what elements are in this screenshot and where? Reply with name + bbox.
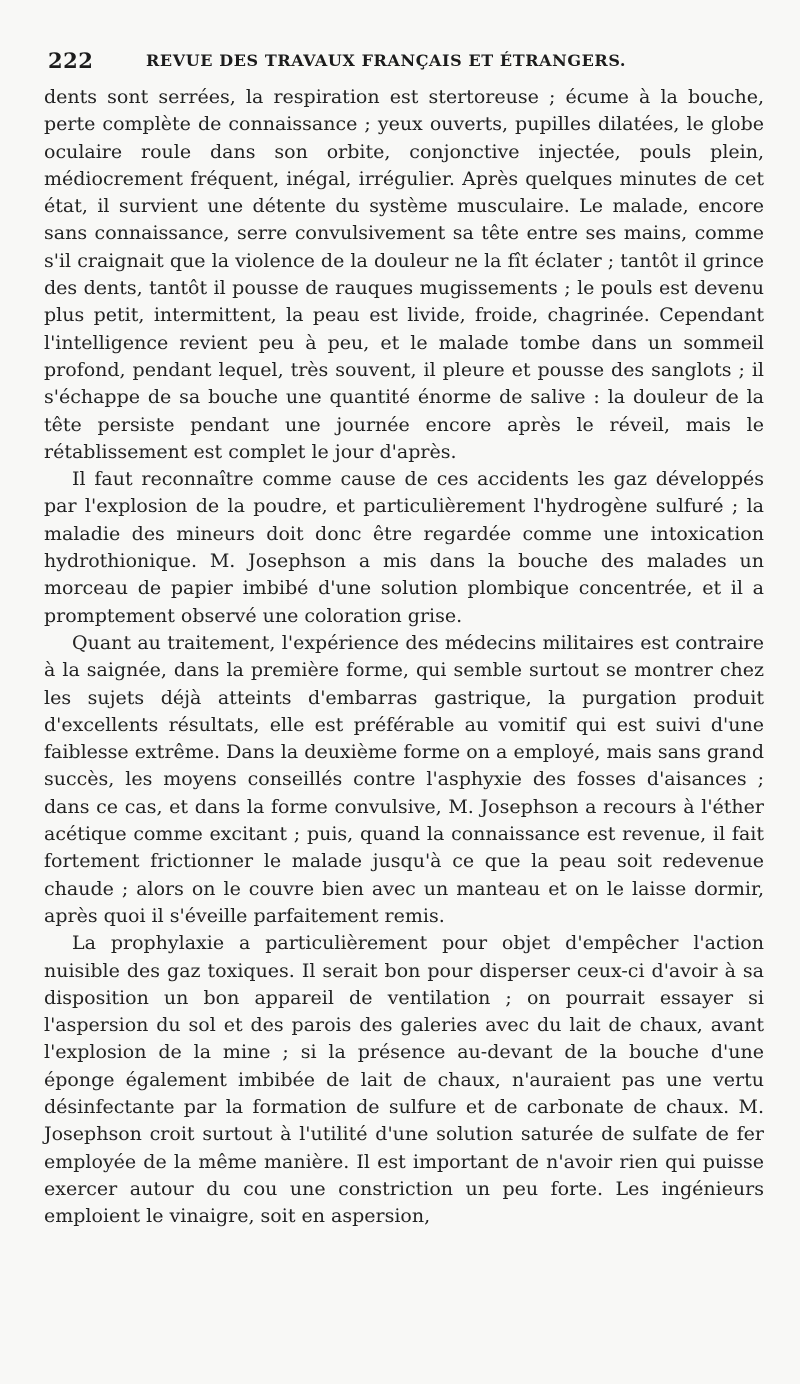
paragraph-cause: Il faut reconnaître comme cause de ces accidents les gaz développés par l'explosion de la poudre, et particulièrement l'hydrogène sulfuré ; la maladie des mineurs doit donc être regardée comme une intoxication hydrothionique. M. Josephson a mis dans la bouche des malades un morceau de papier imbibé d'une solution plombique concentrée, et il a promptement observé une coloration grise. <box>44 468 764 627</box>
paragraph-treatment: Quant au traitement, l'expérience des médecins militaires est contraire à la saignée, dans la première forme, qui semble surtout se montrer chez les sujets déjà atteints d'embarras gastrique, la purgation produit d'excellents résultats, elle est préférable au vomitif qui est suivi d'une faiblesse extrême. Dans la deuxième forme on a employé, mais sans grand succès, les moyens conseillés contre l'asphyxie des fosses d'aisances ; dans ce cas, et dans la forme convulsive, M. Josephson a recours à l'éther acétique comme excitant ; puis, quand la connaissance est revenue, il fait fortement frictionner le malade jusqu'à ce que la peau soit redevenue chaude ; alors on le couvre bien avec un manteau et on le laisse dormir, après quoi il s'éveille parfaitement remis. <box>44 631 764 927</box>
body-text <box>44 84 764 1230</box>
paragraph-prophylaxis: La prophylaxie a particulièrement pour objet d'empêcher l'action nuisible des gaz toxiques. Il serait bon pour disperser ceux-ci d'avoir à sa disposition un bon appareil de ventilation ; on pourrait essayer si l'aspersion du sol et des parois des galeries avec du lait de chaux, avant l'explosion de la mine ; si la présence au-devant de la bouche d'une éponge également imbibée de lait de chaux, n'auraient pas une vertu désinfectante par la formation de sulfure et de carbonate de chaux. M. Josephson croit surtout à l'utilité d'une solution saturée de sulfate de fer employée de la même manière. Il est important de n'avoir rien qui puisse exercer autour du cou une constriction un peu forte. Les ingénieurs emploient le vinaigre, soit en aspersion, <box>44 932 764 1228</box>
paragraph-continuation: dents sont serrées, la respiration est stertoreuse ; écume à la bouche, perte complète de connaissance ; yeux ouverts, pupilles dilatées, le globe oculaire roule dans son orbite, conjonctive injectée, pouls plein, médiocrement fréquent, inégal, irrégulier. Après quelques minutes de cet état, il survient une détente du système musculaire. Le malade, encore sans connaissance, serre convulsivement sa tête entre ses mains, comme s'il craignait que la violence de la douleur ne la fît éclater ; tantôt il grince des dents, tantôt il pousse de rauques mugissements ; le pouls est devenu plus petit, intermittent, la peau est livide, froide, chagrinée. Cependant l'intelligence revient peu à peu, et le malade tombe dans un sommeil profond, pendant lequel, très souvent, il pleure et pousse des sanglots ; il s'échappe de sa bouche une quantité énorme de salive : la douleur de la tête persiste pendant une journée encore après le réveil, mais le rétablissement est complet le jour d'après. <box>44 86 764 463</box>
page-number: 222 <box>48 48 94 73</box>
running-title: REVUE DES TRAVAUX FRANÇAIS ET ÉTRANGERS. <box>146 51 627 70</box>
page-header <box>48 48 768 76</box>
